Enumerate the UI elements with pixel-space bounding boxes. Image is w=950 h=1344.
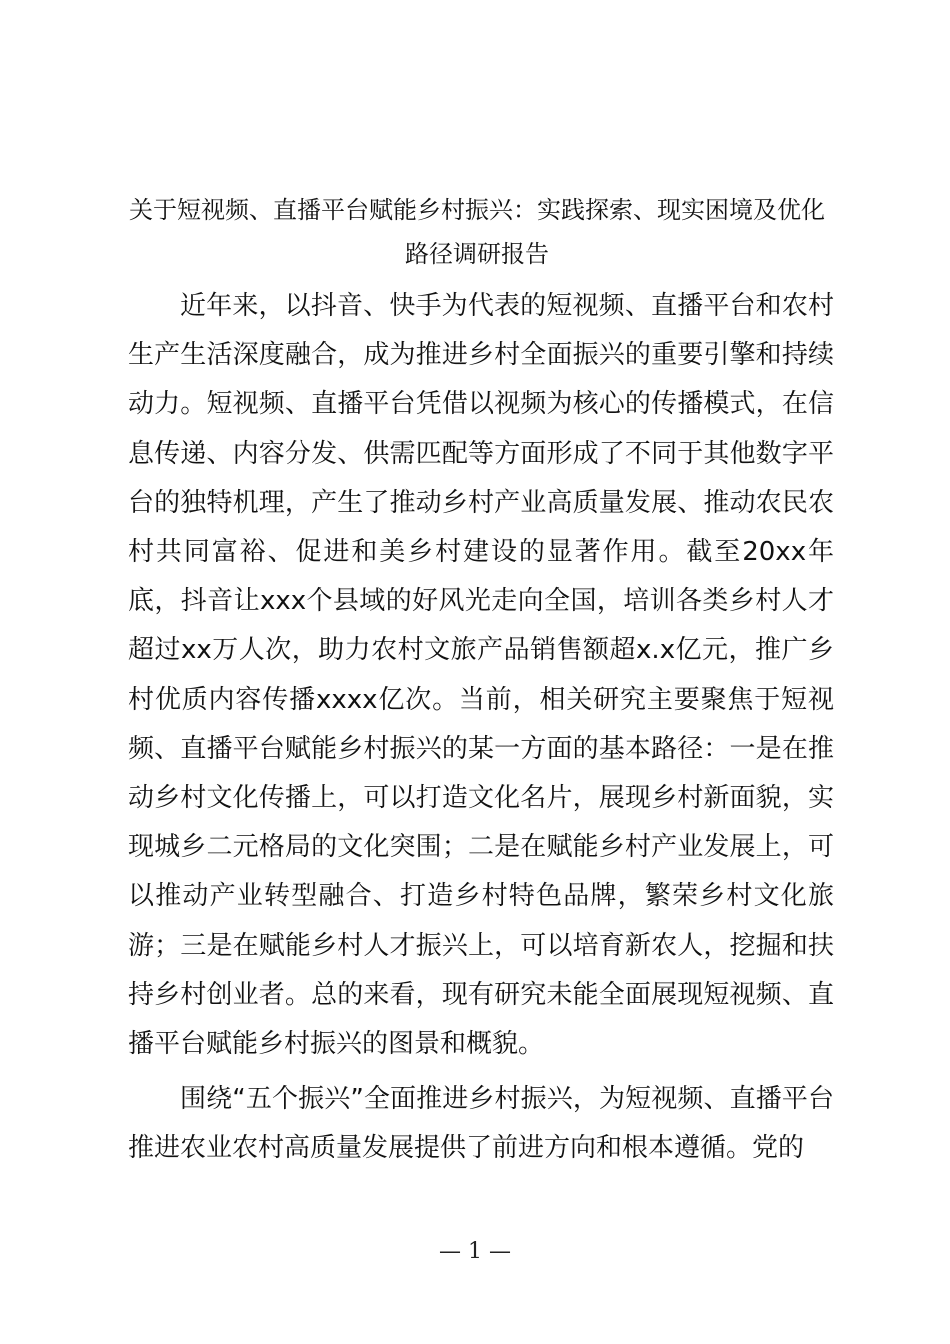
page-number: — 1 —: [439, 1239, 511, 1264]
document-title: 关于短视频、直播平台赋能乡村振兴：实践探索、现实困境及优化路径调研报告: [129, 196, 825, 268]
body-paragraph-2: 围绕“五个振兴”全面推进乡村振兴，为短视频、直播平台推进农业农村高质量发展提供了前进方向和根本遵循。党的: [128, 1084, 834, 1164]
document-body: [128, 282, 834, 1174]
body-paragraph-1: 近年来，以抖音、快手为代表的短视频、直播平台和农村生产生活深度融合，成为推进乡村全面振兴的重要引擎和持续动力。短视频、直播平台凭借以视频为核心的传播模式，在信息传递、内容分发、供需匹配等方面形成了不同于其他数字平台的独特机理，产生了推动乡村产业高质量发展、推动农民农村共同富裕、促进和美乡村建设的显著作用。截至20xx年底，抖音让xxx个县域的好风光走向全国，培训各类乡村人才超过xx万人次，助力农村文旅产品销售额超x.x亿元，推广乡村优质内容传播xxxx亿次。当前，相关研究主要聚焦于短视频、直播平台赋能乡村振兴的某一方面的基本路径：一是在推动乡村文化传播上，可以打造文化名片，展现乡村新面貌，实现城乡二元格局的文化突围；二是在赋能乡村产业发展上，可以推动产业转型融合、打造乡村特色品牌，繁荣乡村文化旅游；三是在赋能乡村人才振兴上，可以培育新农人，挖掘和扶持乡村创业者。总的来看，现有研究未能全面展现短视频、直播平台赋能乡村振兴的图景和概貌。: [128, 291, 834, 1060]
